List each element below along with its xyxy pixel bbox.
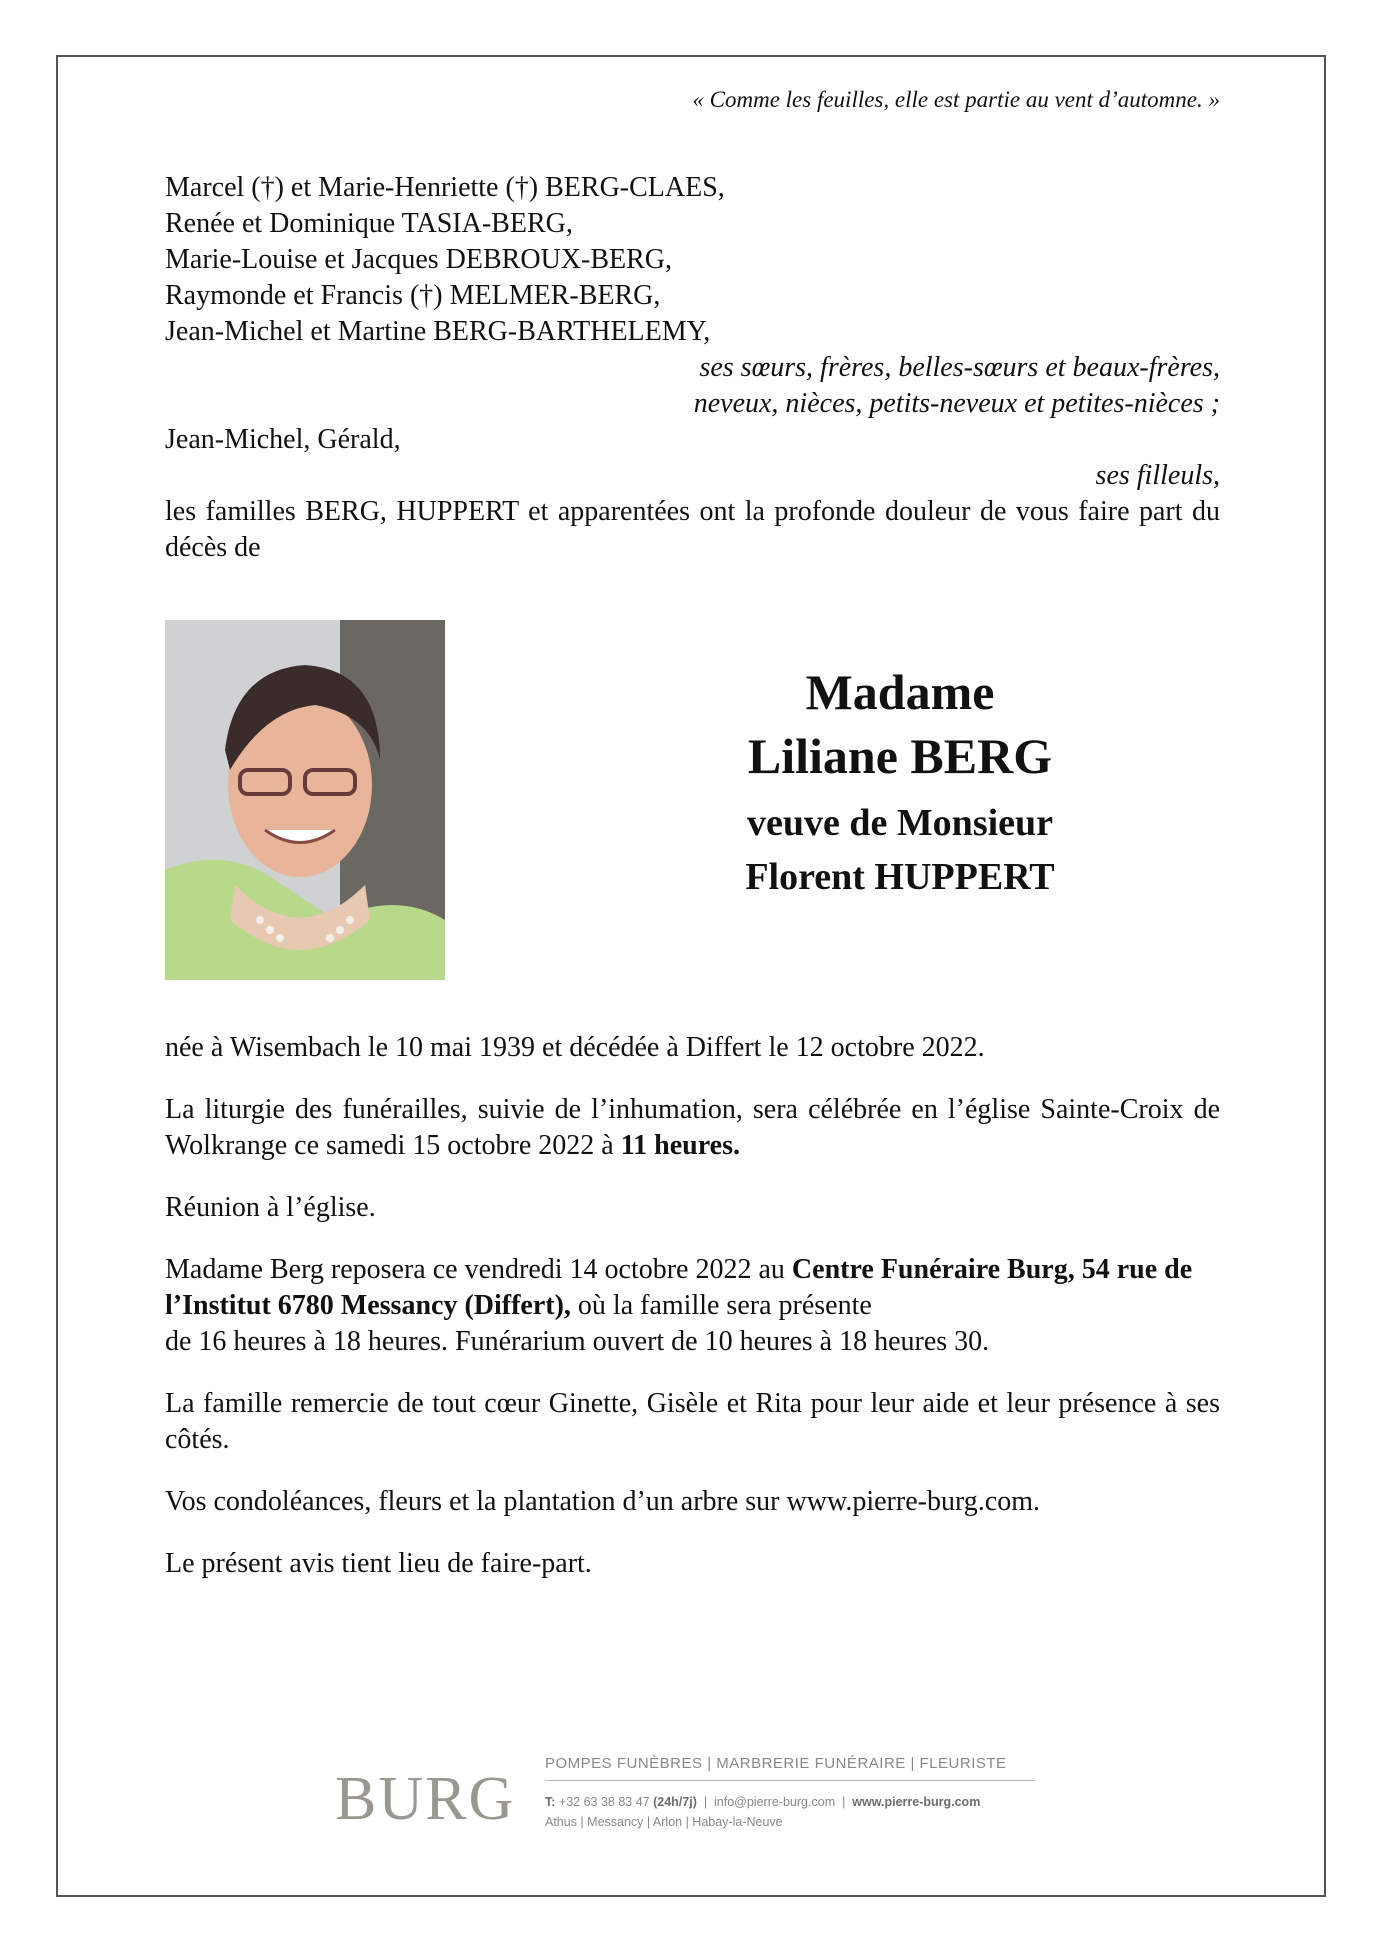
family-line: Jean-Michel et Martine BERG-BARTHELEMY, <box>165 316 711 347</box>
notice-paragraph: Le présent avis tient lieu de faire-part. <box>165 1548 592 1579</box>
footer-info <box>545 1755 1035 1829</box>
liturgy-time: 11 heures. <box>620 1130 740 1161</box>
family-role: ses sœurs, frères, belles-sœurs et beaux-frères, <box>699 352 1220 383</box>
footer-phone: +32 63 38 83 47 <box>558 1795 650 1809</box>
condolences-paragraph: Vos condoléances, fleurs et la plantation d’un arbre sur www.pierre-burg.com. <box>165 1486 1040 1517</box>
footer-services: POMPES FUNÈBRES | MARBRERIE FUNÉRAIRE | FLEURISTE <box>545 1755 1035 1781</box>
family-line: Marie-Louise et Jacques DEBROUX-BERG, <box>165 244 673 275</box>
godchildren-role: ses filleuls, <box>1095 460 1220 491</box>
footer <box>335 1755 1035 1865</box>
family-list <box>165 170 1220 566</box>
footer-phone-hours: (24h/7j) <box>653 1795 697 1809</box>
deceased-name: Liliane BERG <box>747 728 1053 784</box>
notice-body <box>165 1030 1220 1608</box>
family-line: Raymonde et Francis (†) MELMER-BERG, <box>165 280 661 311</box>
liturgy-paragraph: La liturgie des funérailles, suivie de l’inhumation, sera célébrée en l’église Sainte-Croix de Wolkrange ce samedi 15 octobre 2022 à 11 heures. <box>165 1094 1220 1161</box>
widow-line: veuve de Monsieur <box>746 802 1054 844</box>
footer-website[interactable]: www.pierre-burg.com <box>852 1795 981 1809</box>
family-line: Marcel (†) et Marie-Henriette (†) BERG-CLAES, <box>165 172 725 203</box>
godchildren-line: Jean-Michel, Gérald, <box>165 424 401 455</box>
footer-contact: T: +32 63 38 83 47 (24h/7j) | info@pierre-burg.com | www.pierre-burg.com <box>545 1795 981 1809</box>
portrait-photo <box>165 620 445 980</box>
epigraph-quote: « Comme les feuilles, elle est partie au vent d’automne. » <box>692 87 1220 112</box>
family-role: neveux, nièces, petits-neveux et petites-nièces ; <box>693 388 1220 419</box>
deceased-name-block <box>640 660 1160 904</box>
birth-death-paragraph: née à Wisembach le 10 mai 1939 et décédée à Differt le 12 octobre 2022. <box>165 1032 985 1063</box>
burg-logo: BURG <box>335 1765 516 1833</box>
footer-cities: Athus | Messancy | Arlon | Habay-la-Neuve <box>545 1815 783 1829</box>
thanks-paragraph: La famille remercie de tout cœur Ginette, Gisèle et Rita pour leur aide et leur présence à ses côtés. <box>165 1388 1220 1455</box>
footer-email[interactable]: info@pierre-burg.com <box>714 1795 836 1809</box>
family-line: Renée et Dominique TASIA-BERG, <box>165 208 573 239</box>
rest-place: Centre Funéraire Burg, 54 rue de l’Institut 6780 Messancy (Differt), <box>165 1254 1193 1321</box>
rest-paragraph: Madame Berg reposera ce vendredi 14 octobre 2022 au Centre Funéraire Burg, 54 rue de l’Institut 6780 Messancy (Differt), où la famille sera présente de 16 heures à 18 heures. Funérarium ouvert de 10 heures à 18 heures 30. <box>165 1254 1193 1357</box>
announcement-text: les familles BERG, HUPPERT et apparentées ont la profonde douleur de vous faire part du décès de <box>165 496 1220 563</box>
deceased-title: Madame <box>805 664 995 720</box>
spouse-name: Florent HUPPERT <box>745 856 1055 898</box>
meeting-paragraph: Réunion à l’église. <box>165 1192 376 1223</box>
